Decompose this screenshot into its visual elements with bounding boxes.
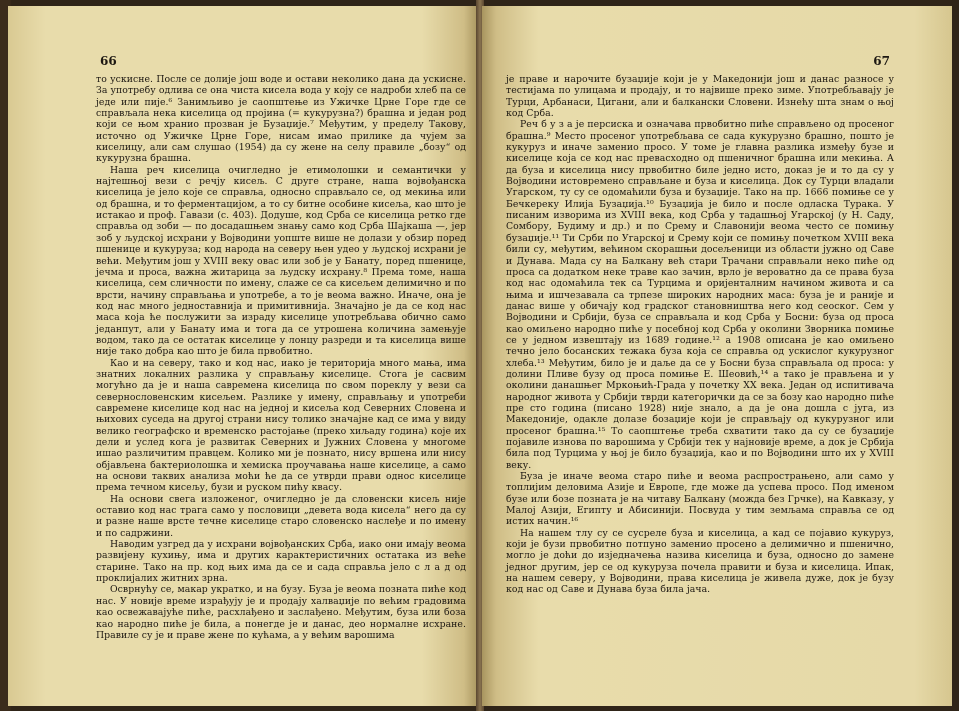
right-page-number: 67 — [873, 54, 890, 68]
left-page-text — [96, 74, 466, 641]
left-paragraph-1: то ускисне. После се долије још воде и остави неколико дана да ускисне. За употребу одлива се она чиста кисела вода у коју се надроби хлеб па се једе или пије.⁶ Занимљиво је саопштење из Ужичке Црне Горе где се справљала нека киселица од пројина (= кукурузна?) брашна и један род који се њом хранио прозван је Бузаџије.⁷ Међутим, у пределу Такову, источно од Ужичке Црне Горе, нисам имао прилике да чујем за киселицу, али сам слушао (1954) да су жене на селу правиле „бозу“ од кукурузна брашна. — [96, 74, 466, 165]
right-paragraph-2: Реч б у з а је персиска и означава првобитно пиће справљено од просеног брашна.⁹ Место просеног употребљава се сада кукурузно брашно, пошто је кукуруз и иначе заменио просо. У томе је главна разлика између бузе и киселице која се код нас превасходно од пшеничног брашна или мекиња. А да буза и киселица нису првобитно биле једно исто, доказ је и то да су у Војводини истовремено справљане и буза и киселица. Док су Турци владали Угарском, ту су се одомаћили буза и бузаџије. Тако на пр. 1666 помиње се у Бечкереку Илија Бузаџија.¹⁰ Бузаџија је било и после одласка Турака. У писаним изворима из XVIII века, код Срба у тадашњој Угарској (у Н. Саду, Сомбору, Будиму и др.) и по Срему и Славонији веома често се помињу бузаџије.¹¹ Ти Срби по Угарској и Срему који се помињу почетком XVIII века били су, међутим, већином скорашњи досељеници из области јужно од Саве и Дунава. Мада су на Балкану већ стари Трачани справљали неко пиће од проса са додатком неке траве као зачин, врло је вероватно да се права буза код нас одомаћила тек са Турцима и ориjенталним начином живота и са њима и ишчезавала са трпезе широких народних маса: буза је и раније и данас више у обичају код градског становништва него код сеоског. Сем у Војводини и Србији, буза се справљала и код Срба у Босни: буза од проса као омиљено народно пиће у посебној код Срба у околини Зворника помиње се у једном извештају из 1689 године.¹² а 1908 описана је као омиљено течно јело босанских тежака буза која се справља од ускислог кукурузног хлеба.¹³ Међутим, било је и даље да се у Босни буза справљала од проса: у долини Пливе бузу од проса помиње Е. Шеовић,¹⁴ а тако је прављена и у околини данашњег Мркоњић-Града у почетку XX века. Један од испитивача народног живота у Србији тврди категорички да се за бозу као народно пиће пре сто година (писано 1928) није знало, а да је она дошла с југа, из Македоније, одакле долазе бозаџије који је справљају од кукурузног или просеног брашна.¹⁵ То саопштење треба схватити тако да су се бузаџије појавиле изнова по варошима у Србији тек у најновије време, а док је Србија била под Турцима у њој је било бузаџија, као и по Војводини што их у XVIII веку. — [506, 119, 894, 471]
right-page — [482, 6, 952, 706]
left-paragraph-5: Наводим узгред да у исхрани војвођанских Срба, иако они имају веома развијену кухињу, има и других карактеристичних остатака из веће старине. Тако на пр. код њих има да се и сада справља јело с л а д од проклијалих житних зрна. — [96, 539, 466, 585]
left-paragraph-6: Осврнућу се, макар укратко, и на бузу. Буза је веома позната пиће код нас. У новије време израђују је и продају халваџије по већим градовима као освежавајуће пиће, расхлађено и заслађено. Међутим, буза или боза као народно пиће је била, а понегде је и данас, део нормалне исхране. Правиле су је и праве жене по кућама, а у већим варошима — [96, 584, 466, 641]
left-paragraph-3: Као и на северу, тако и код нас, иако је територија много мања, има знатних локалних разлика у справљању киселице. Стога је сасвим могућно да је и наша савремена киселица по свом пореклу у вези са севернословенским кисељем. Разлике у имену, справљању и употреби савремене киселице код нас на једној и кисеља код Северних Словена и њихових суседа на другој страни нису толико значајне кад се има у виду велико географско и временско растојање (преко хиљаду година) које их дели и услед кога је развитак Северних и Јужних Словена у многоме ишао различитим правцем. Колико ми је познато, нису вршена или нису објављена бактериолошка и хемиска проучавања наше киселице, а само на основи таквих анализа моћи ће да се утврди прави однос киселице према течном кисељу, бузи и руском пићу квасу. — [96, 357, 466, 494]
right-paragraph-3: Буза је иначе веома старо пиће и веома распрострањено, али само у топлијим деловима Азије и Европе, где може да успева просо. Под именом бузе или бозе позната је на читаву Балкану (можда без Грчке), на Кавказу, у Малој Азији, Египту и Абисинији. Посвуда у тим земљама справља се од истих начин.¹⁶ — [506, 471, 894, 528]
left-page — [8, 6, 478, 706]
left-paragraph-2: Наша реч киселица очигледно је етимолошки и семантички у најтешњој вези с речју кисељ. С друге стране, наша војвођанска киселица је јело које се справља, односно справљало се, од мекиња или од брашна, и то ферментацијом, а то су битне особине кисеља, као што је истакао и проф. Гавази (с. 403). Додуше, код Срба се киселица ретко где справља од зоби — по досадашњем знању само код Срба Шајкаша —, јер зоб у људској исхрани у Војводини уопште више не долази у обзир поред пшенице и кукуруза; код народа на северу њен удео у људској исхрани је већи. Међутим још у XVIII веку овас или зоб је у Банату, поред пшенице, јечма и проса, важна житарица за људску исхрану.⁸ Према томе, наша киселица, сем сличности по имену, слаже се са кисељем делимично и по врсти, начину справљања и употребе, а то је веома важно. Иначе, она је код нас много једноставнија и примитивнија. Значајно је да се код нас маса која ће послужити за израду киселице употребљава обично само једанпут, али у Банату има и тога да се утрошена количина замењује водом, тако да се остатак киселице у лонцу разреди и та киселица више није тако добра као што је била првобитно. — [96, 164, 466, 358]
right-paragraph-4: На нашем тлу су се сусреле буза и киселица, а кад се појавио кукуруз, који је бузи првобитно потпуно заменио просено а делимично и пшенично, могло је доћи до изједначења назива киселица и буза, односно до замене једног другим, јер се од кукуруза почела правити и буза и киселица. Ипак, на нашем северу, у Војводини, права киселица је живела дуже, док је бузу код нас од Саве и Дунава буза била јача. — [506, 527, 894, 596]
left-paragraph-4: На основи свега изложеног, очигледно је да словенски кисељ није оставио код нас трага само у пословици „девета вода кисела“ него да су и разне наше врсте течне киселице старо словенско наслеђе и по имену и по садржини. — [96, 493, 466, 539]
right-page-text — [506, 74, 894, 596]
right-paragraph-1: је праве и нарочите бузаџије који је у Македонији још и данас разносе у тестијама по улицама и продају, и то највише преко зиме. Употребљавају је Турци, Арбанаси, Цигани, али и балкански Словени. Изнећу шта знам о њој код Срба. — [506, 74, 894, 120]
left-page-number: 66 — [100, 54, 117, 68]
